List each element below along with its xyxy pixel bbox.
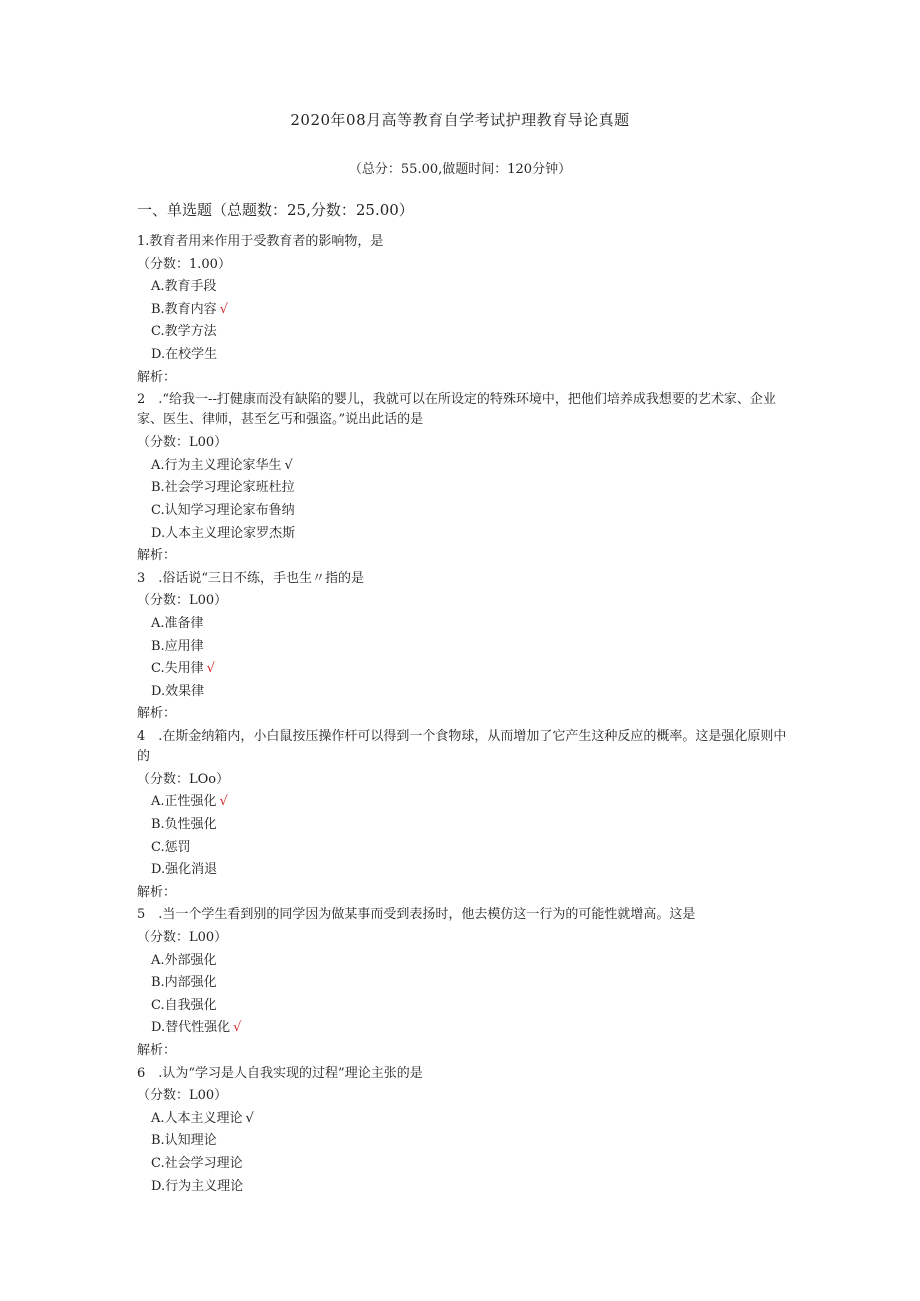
option-label: D.替代性强化	[151, 1020, 231, 1036]
question-score: （分数：L00）	[137, 435, 228, 451]
option-c[interactable]	[137, 1153, 787, 1176]
question-stem: 3 .俗话说“三日不练，手也生〃指的是	[137, 570, 365, 586]
option-label: C.自我强化	[151, 997, 217, 1013]
option-label: A.教育手段	[151, 279, 217, 295]
option-b[interactable]	[137, 1130, 787, 1153]
option-label: C.教学方法	[151, 324, 217, 340]
page-title: 2020年08月高等教育自学考试护理教育导论真题	[290, 111, 630, 129]
question-list	[137, 231, 787, 1198]
analysis-label: 解析：	[137, 884, 177, 900]
option-label: A.外部强化	[151, 952, 217, 968]
option-label: B.认知理论	[151, 1133, 217, 1149]
option-label: D.人本主义理论家罗杰斯	[151, 525, 296, 541]
question-stem: 6 .认为“学习是人自我实现的过程”理论主张的是	[137, 1065, 423, 1081]
question-stem: 2 .“给我一--打健康而没有缺陷的婴儿，我就可以在所设定的特殊环境中，把他们培养成我想要的艺术家、企业家、医生、律师，甚至乞丐和强盗。”说出此话的是	[137, 392, 776, 428]
analysis-label: 解析：	[137, 706, 177, 722]
question-4	[137, 726, 787, 905]
option-label: D.行为主义理论	[151, 1178, 244, 1194]
option-label: D.强化消退	[151, 862, 218, 878]
question-1	[137, 231, 787, 389]
question-2	[137, 389, 787, 568]
option-b[interactable]	[137, 814, 787, 837]
option-label: A.正性强化	[151, 794, 217, 810]
option-label: A.准备律	[151, 615, 204, 631]
check-mark-icon: √	[233, 1020, 242, 1036]
option-a[interactable]	[137, 613, 787, 636]
option-a[interactable]	[137, 950, 787, 973]
option-c[interactable]	[137, 500, 787, 523]
option-c[interactable]	[137, 837, 787, 860]
option-d[interactable]	[137, 681, 787, 704]
analysis-label: 解析：	[137, 548, 177, 564]
option-b[interactable]	[137, 636, 787, 659]
option-a[interactable]	[137, 791, 787, 814]
option-label: C.社会学习理论	[151, 1155, 243, 1171]
question-score: （分数：L00）	[137, 1088, 228, 1104]
option-b[interactable]	[137, 299, 787, 322]
option-label: C.认知学习理论家布鲁纳	[151, 502, 295, 518]
check-mark-icon: √	[245, 1110, 254, 1126]
option-label: B.应用律	[151, 638, 204, 654]
question-3	[137, 568, 787, 726]
question-stem: 1.教育者用来作用于受教育者的影响物，是	[137, 234, 384, 249]
question-score: （分数：LOo）	[137, 771, 230, 787]
option-c[interactable]	[137, 658, 787, 681]
option-label: A.人本主义理论	[151, 1110, 243, 1126]
option-a[interactable]	[137, 455, 787, 478]
option-label: B.社会学习理论家班杜拉	[151, 480, 295, 496]
check-mark-icon: √	[219, 794, 228, 810]
analysis-label: 解析：	[137, 1043, 177, 1058]
option-d[interactable]	[137, 523, 787, 546]
option-b[interactable]	[137, 972, 787, 995]
option-a[interactable]	[137, 1108, 787, 1131]
option-a[interactable]	[137, 276, 787, 299]
question-score: （分数：1.00）	[137, 256, 231, 272]
option-d[interactable]	[137, 859, 787, 882]
question-5	[137, 904, 787, 1062]
section-heading: 一、单选题（总题数：25,分数：25.00）	[137, 201, 414, 219]
check-mark-icon: √	[219, 301, 228, 317]
question-stem: 5 .当一个学生看到别的同学因为做某事而受到表扬时，他去模仿这一行为的可能性就增高。这是	[137, 907, 696, 923]
option-b[interactable]	[137, 477, 787, 500]
option-d[interactable]	[137, 1017, 787, 1040]
question-score: （分数：L00）	[137, 593, 228, 609]
exam-meta: （总分：55.00,做题时间：120分钟）	[348, 162, 572, 177]
question-score: （分数：L00）	[137, 930, 228, 946]
option-label: B.教育内容	[151, 301, 217, 317]
option-label: A.行为主义理论家华生	[151, 457, 282, 473]
question-6	[137, 1063, 787, 1199]
analysis-label: 解析：	[137, 369, 177, 385]
option-d[interactable]	[137, 1176, 787, 1199]
option-label: D.效果律	[151, 683, 205, 699]
option-label: C.失用律	[151, 661, 204, 677]
question-stem: 4 .在斯金纳箱内，小白鼠按压操作杆可以得到一个食物球，从而增加了它产生这种反应的概率。这是强化原则中的	[137, 728, 787, 764]
option-label: B.内部强化	[151, 975, 217, 991]
option-c[interactable]	[137, 321, 787, 344]
option-label: D.在校学生	[151, 346, 218, 362]
check-mark-icon: √	[206, 661, 215, 677]
option-label: B.负性强化	[151, 817, 217, 833]
option-d[interactable]	[137, 344, 787, 367]
option-label: C.惩罚	[151, 839, 191, 855]
check-mark-icon: √	[284, 457, 293, 473]
option-c[interactable]	[137, 995, 787, 1018]
